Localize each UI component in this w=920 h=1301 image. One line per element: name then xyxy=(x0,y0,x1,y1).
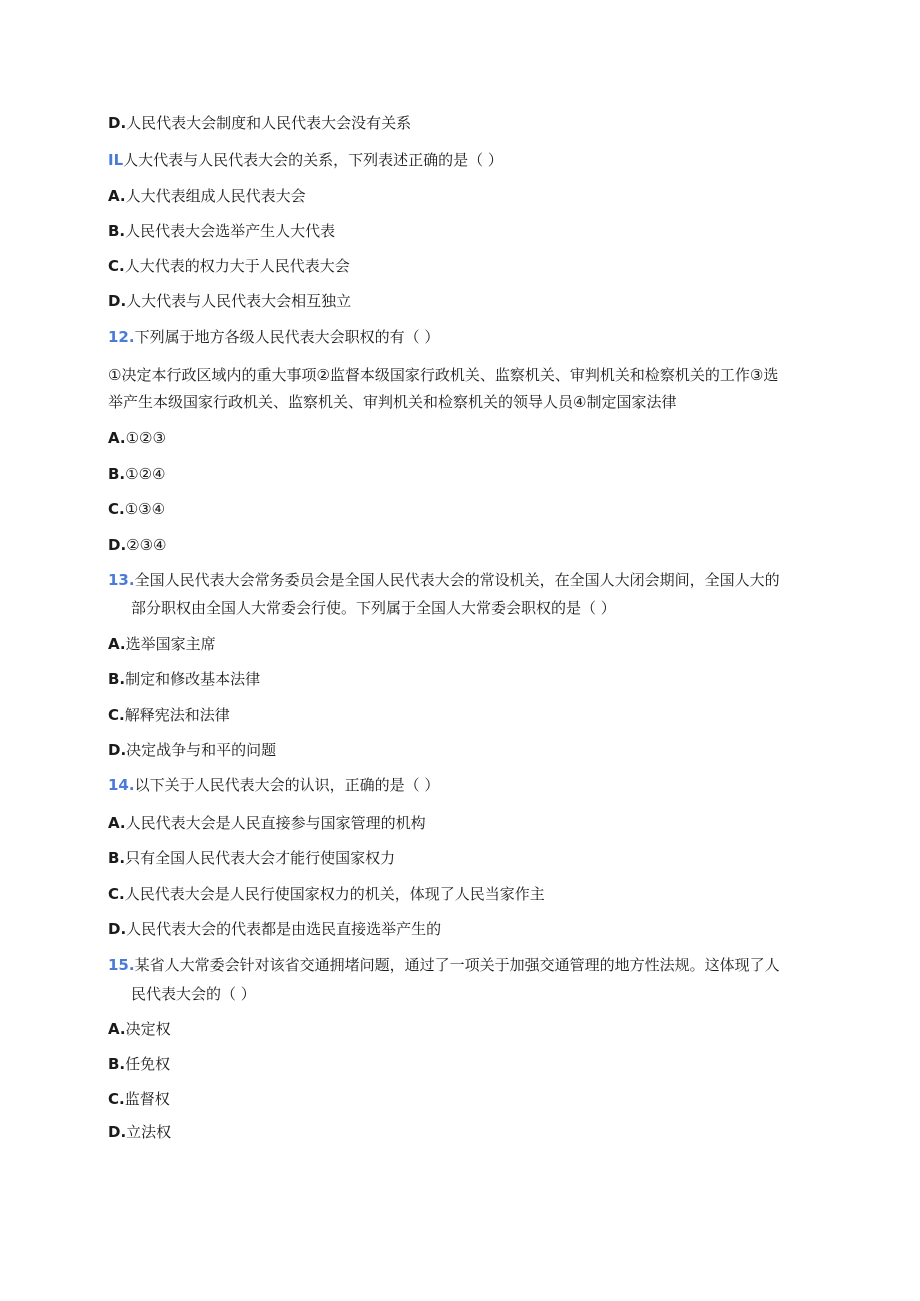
option-letter: A. xyxy=(108,429,126,447)
option-text: 人民代表大会制度和人民代表大会没有关系 xyxy=(126,114,412,132)
stem-line: 举产生本级国家行政机关、监察机关、审判机关和检察机关的领导人员④制定国家法律 xyxy=(108,393,677,411)
option-text: 立法权 xyxy=(126,1123,172,1141)
option-letter: C. xyxy=(108,1090,125,1108)
option-text: ②③④ xyxy=(126,536,167,554)
option-text: 制定和修改基本法律 xyxy=(125,670,261,688)
option-line xyxy=(108,113,411,133)
option-line xyxy=(108,1089,170,1109)
option-line xyxy=(108,634,216,654)
question-number: 12. xyxy=(108,328,135,346)
option-text: 决定权 xyxy=(125,1020,171,1038)
option-line xyxy=(108,186,306,206)
option-letter: D. xyxy=(108,1123,127,1141)
option-line xyxy=(108,919,441,939)
option-text: 人大代表组成人民代表大会 xyxy=(125,187,306,205)
option-letter: C. xyxy=(108,706,125,724)
option-letter: A. xyxy=(108,814,126,832)
option-text: 任免权 xyxy=(125,1055,171,1073)
question-line xyxy=(108,955,780,975)
question-text: 下列属于地方各级人民代表大会职权的有（ ） xyxy=(134,328,440,346)
question-text: 某省人大常委会针对该省交通拥堵问题，通过了一项关于加强交通管理的地方性法规。这体现了人 xyxy=(134,956,780,974)
option-line xyxy=(108,740,276,760)
option-letter: A. xyxy=(108,635,126,653)
option-line xyxy=(108,813,426,833)
question-number: 13. xyxy=(108,571,135,589)
question-line xyxy=(108,570,780,590)
option-text: 人民代表大会的代表都是由选民直接选举产生的 xyxy=(126,920,442,938)
option-letter: D. xyxy=(108,536,127,554)
option-line xyxy=(108,669,260,689)
question-number: 15. xyxy=(108,956,135,974)
question-line xyxy=(108,775,439,795)
option-text: 决定战争与和平的问题 xyxy=(126,741,277,759)
question-text: 以下关于人民代表大会的认识，正确的是（ ） xyxy=(134,776,440,794)
option-text: ①②④ xyxy=(125,465,166,483)
option-line xyxy=(108,535,167,555)
option-line xyxy=(108,705,230,725)
option-letter: B. xyxy=(108,222,126,240)
option-text: 人大代表的权力大于人民代表大会 xyxy=(124,257,350,275)
option-line xyxy=(108,256,350,276)
question-number: IL xyxy=(108,151,124,169)
option-text: 选举国家主席 xyxy=(125,635,216,653)
option-letter: C. xyxy=(108,257,125,275)
option-text: 人民代表大会选举产生人大代表 xyxy=(125,222,336,240)
question-line xyxy=(108,150,503,170)
option-letter: D. xyxy=(108,920,127,938)
option-letter: B. xyxy=(108,849,126,867)
stem-line: ①决定本行政区域内的重大事项②监督本级国家行政机关、监察机关、审判机关和检察机关的工作③选 xyxy=(108,366,779,384)
question-continuation: 民代表大会的（ ） xyxy=(131,985,256,1003)
option-text: ①②③ xyxy=(125,429,166,447)
option-text: 解释宪法和法律 xyxy=(124,706,230,724)
option-text: 人民代表大会是人民直接参与国家管理的机构 xyxy=(125,814,426,832)
option-text: 监督权 xyxy=(124,1090,170,1108)
question-line xyxy=(108,327,439,347)
option-letter: B. xyxy=(108,670,126,688)
option-line xyxy=(108,848,395,868)
option-text: 人大代表与人民代表大会相互独立 xyxy=(126,292,352,310)
option-letter: B. xyxy=(108,1055,126,1073)
question-continuation: 部分职权由全国人大常委会行使。下列属于全国人大常委会职权的是（ ） xyxy=(131,599,616,617)
option-text: 人民代表大会是人民行使国家权力的机关，体现了人民当家作主 xyxy=(124,885,545,903)
option-line xyxy=(108,1019,171,1039)
option-line xyxy=(108,499,165,519)
option-letter: A. xyxy=(108,1020,126,1038)
question-text: 全国人民代表大会常务委员会是全国人民代表大会的常设机关，在全国人大闭会期间，全国人大的 xyxy=(134,571,780,589)
option-letter: C. xyxy=(108,885,125,903)
option-line xyxy=(108,428,166,448)
question-text: 人大代表与人民代表大会的关系，下列表述正确的是（ ） xyxy=(123,151,503,169)
option-line xyxy=(108,884,545,904)
option-line xyxy=(108,464,165,484)
option-line xyxy=(108,1122,171,1142)
question-number: 14. xyxy=(108,776,135,794)
option-line xyxy=(108,1054,170,1074)
option-text: ①③④ xyxy=(124,500,166,518)
option-line xyxy=(108,291,351,311)
option-text: 只有全国人民代表大会才能行使国家权力 xyxy=(125,849,396,867)
option-letter: D. xyxy=(108,114,127,132)
option-letter: B. xyxy=(108,465,126,483)
option-letter: D. xyxy=(108,741,127,759)
option-line xyxy=(108,221,335,241)
option-letter: D. xyxy=(108,292,127,310)
option-letter: C. xyxy=(108,500,125,518)
option-letter: A. xyxy=(108,187,126,205)
